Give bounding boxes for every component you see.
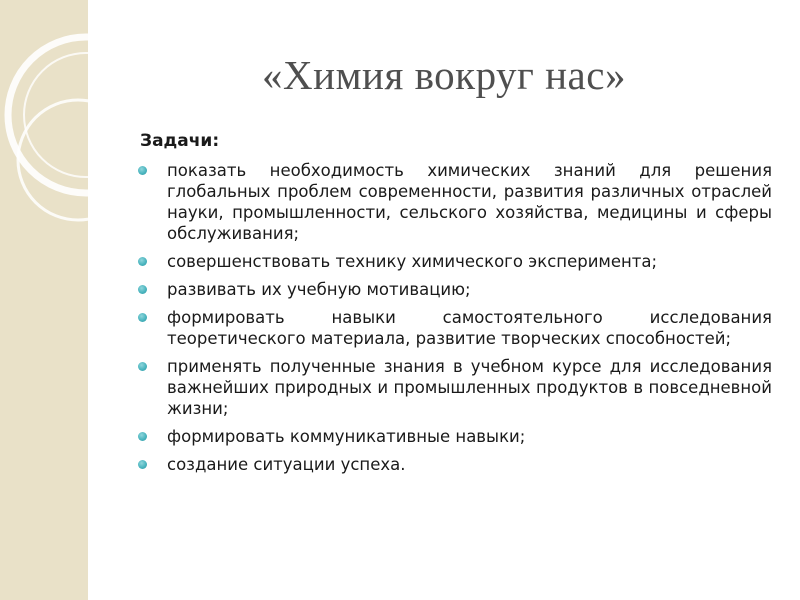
bullet-icon: [138, 166, 147, 175]
task-text: развивать их учебную мотивацию;: [167, 280, 471, 299]
bullet-icon: [138, 257, 147, 266]
bullet-icon: [138, 432, 147, 441]
task-text: формировать коммуникативные навыки;: [167, 427, 526, 446]
task-text: показать необходимость химических знаний для решения глобальных проблем современности, развития различных отраслей науки, промышленности, сельского хозяйства, медицины и сферы обслуживания;: [167, 161, 772, 243]
list-item: [134, 356, 772, 419]
bullet-icon: [138, 362, 147, 371]
rings-decoration-icon: [0, 0, 88, 600]
side-decoration-panel: [0, 0, 88, 600]
list-item: [134, 307, 772, 349]
task-text: совершенствовать технику химического эксперимента;: [167, 252, 658, 271]
slide-title: «Химия вокруг нас»: [262, 52, 626, 98]
task-text: применять полученные знания в учебном курсе для исследования важнейших природных и промышленных продуктов в повседневной жизни;: [167, 357, 772, 418]
bullet-icon: [138, 313, 147, 322]
list-item: [134, 251, 772, 272]
list-item: [134, 160, 772, 244]
list-item: [134, 454, 772, 475]
bullet-icon: [138, 460, 147, 469]
bullet-icon: [138, 285, 147, 294]
task-list: [134, 160, 772, 482]
tasks-heading: Задачи:: [140, 131, 220, 151]
list-item: [134, 426, 772, 447]
list-item: [134, 279, 772, 300]
task-text: формировать навыки самостоятельного исследования теоретического материала, развитие творческих способностей;: [167, 308, 772, 348]
task-text: создание ситуации успеха.: [167, 455, 406, 474]
